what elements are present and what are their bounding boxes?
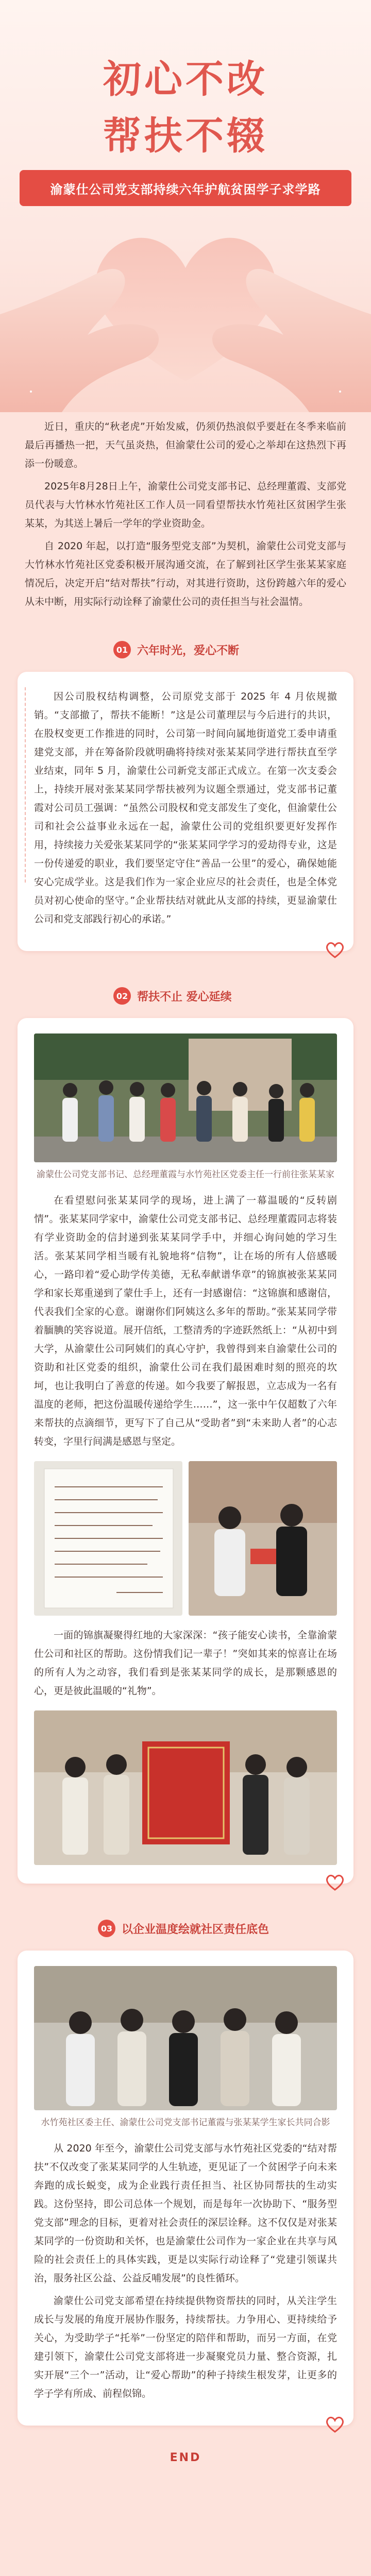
photo-banner-presentation bbox=[34, 1710, 337, 1865]
intro bbox=[0, 412, 371, 631]
end-marker bbox=[0, 2426, 371, 2488]
section-paragraph: 渝蒙仕公司党支部希望在持续提供物资帮扶的同时，从关注学生成长与发展的角度开展协作服务，持续帮扶。力争用心、更持续给予关心，为受助学子“托举”一份坚定的陪伴和帮助，而另一方面，在党建引领下，渝蒙仕公司党支部将进一步凝聚党员力量、整合资源，扎实开展“三个一”活动，让“爱心帮助”的种子持续生根发芽，让更多的学子学有所成、前程似锦。 bbox=[34, 2295, 337, 2399]
photo-caption: 渝蒙仕公司党支部书记、总经理董霞与水竹苑社区党委主任一行前往张某某家 bbox=[37, 1170, 334, 1180]
hero bbox=[0, 0, 371, 412]
end-label: END bbox=[170, 2451, 201, 2464]
section-heading-1 bbox=[113, 641, 371, 658]
section-title: 六年时光，爱心不断 bbox=[137, 644, 240, 657]
section-card-3 bbox=[18, 1951, 353, 2426]
intro-paragraph: 2025年8月28日上午，渝蒙仕公司党支部书记、总经理董霞、支部党员代表与大竹林水竹苑社区工作人员一同看望帮扶水竹苑社区贫困学生张某某，为其送上暑后一学年的学业资助金。 bbox=[25, 481, 346, 529]
section-heading-3 bbox=[98, 1920, 371, 1937]
hero-banner: 渝蒙仕公司党支部持续六年护航贫困学子求学路 bbox=[20, 170, 351, 206]
section-title: 以企业温度绘就社区责任底色 bbox=[122, 1923, 269, 1936]
section-card-1 bbox=[18, 672, 353, 951]
heart-icon bbox=[326, 2416, 344, 2433]
photo-visit-group bbox=[34, 1033, 337, 1162]
intro-paragraph: 近日，重庆的“秋老虎”开始发威，仍须仍热浪似乎要赶在冬季来临前最后再播热一把，天气虽炎热，但渝蒙仕公司的爱心之举却在这热烈下再添一份暖意。 bbox=[25, 421, 346, 469]
section-card-2 bbox=[18, 1018, 353, 1884]
section-paragraph: 在看望慰问张某某同学的现场，进上满了一幕温暖的“反转剧情”。张某某同学家中，渝蒙仕公司党支部书记、总经理董霞同志将装有学业资助金的信封递到张某某同学手中，并细心询问她的学习生活。张某某同学相当暖有礼貌地将“信物”，让在场的所有人倍感暖心，一路印着“爱心助学传美德，无私奉献谱华章”的锦旗被张某某同学和家长郑重递到了蒙仕手上，还有一封感谢信：“这锦旗和感谢信，代表我们全家的心意。谢谢你们阿姨这么多年的帮助。”张某某同学带着腼腆的笑容说道。展开信纸，工整清秀的字迹跃然纸上：“从初中到大学，从渝蒙仕公司阿姨们的真心守护，我曾得到来自渝蒙仕公司的资助和社区党委的组织，渝蒙仕公司在我们最困难时刻的照亮的坎坷，也让我明白了善意的传递。如今我要了解报恩，立志成为一名有温度的老师，把这份温暖传递给学生……”，这一张中午仅超数了六年来帮扶的点滴细节，更写下了自己从“受助者”到“未来助人者”的心志转变，字里行间满是感恩与坚定。 bbox=[34, 1195, 337, 1447]
heart-icon bbox=[326, 1874, 344, 1891]
section-number: 03 bbox=[98, 1920, 115, 1937]
intro-paragraph: 自 2020 年起，以打造“服务型党支部”为契机，渝蒙仕公司党支部与大竹林水竹苑社区党委积极开展沟通交流，在了解到社区学生张某某家庭情况后，决定开启“结对帮扶”行动，对其进行资助，这份跨越六年的爱心从未中断，用实际行动诠释了渝蒙仕公司的责任担当与社会温情。 bbox=[25, 540, 346, 607]
section-number: 02 bbox=[113, 987, 131, 1005]
photo-caption: 水竹苑社区委主任、渝蒙仕公司党支部书记董霞与张某某学生家长共同合影 bbox=[41, 2117, 330, 2128]
photo-thank-you-letter bbox=[34, 1461, 182, 1616]
section-paragraph: 一面的锦旗凝聚得红地的大家深深：“孩子能安心读书，全靠渝蒙仕公司和社区的帮助。这份情我们记一辈子！”突如其来的惊喜让在场的所有人为之动容，我们看到是张某某同学的成长，是那颗感恩的心，更是彼此温暖的“礼物”。 bbox=[34, 1630, 337, 1697]
photo-group-portrait bbox=[34, 1966, 337, 2110]
section-paragraph: 因公司股权结构调整，公司原党支部于 2025 年 4 月依规撤销。“支部撤了，帮扶不能断！”这是公司董理层与今后进行的共识，在股权变更工作推进的同时，公司第一时间向属地街道党工委申请重建党支部，并在筹备阶段就明确将持续对张某某同学进行帮扶直至学业结束，同年 5 月，渝蒙仕公司新党支部正式成立。在第一次支委会上，持续开展对张某某同学帮扶被列为议题全票通过，党支部书记董霞对公司员工强调：“虽然公司股权和党支部发生了变化，但渝蒙仕公司和社会公益事业永远在一起，渝蒙仕公司的党组织要更好发挥作用，持续接力关爱张某某同学的“张某某同学学习的爱劫得专业，这是一份传递爱的职业，我们要坚定守住“善品一公里”的爱心，确保她能安心完成学业。这是我们作为一家企业应尽的社会责任，也是全体党员对初心使命的坚守。”企业帮扶结对就此从支部的持续，更显渝蒙仕公司和党支部践行初心的承诺。” bbox=[34, 691, 337, 925]
photo-row bbox=[34, 1461, 337, 1616]
dashed-divider bbox=[25, 687, 32, 883]
section-heading-2 bbox=[113, 987, 371, 1005]
photo-presenting-funds bbox=[189, 1461, 337, 1616]
hands-heart-illustration bbox=[0, 196, 371, 412]
section-title: 帮扶不止 爱心延续 bbox=[137, 990, 232, 1004]
heart-icon bbox=[326, 942, 344, 958]
section-paragraph: 从 2020 年至今，渝蒙仕公司党支部与水竹苑社区党委的“结对帮扶”不仅改变了张某某同学的人生轨迹，更见证了一个贫困学子向未来奔跑的成长蜕变，成为企业践行责任担当、社区协同帮扶的生动实践。这份坚持，即公司总体一个规划，而是每年一次协助下、“服务型党支部”理念的目标，更着对社会责任的深层诠释。这不仅仅是对张某某同学的一份资助和关怀，也是渝蒙仕公司作为一家企业在共享与风险的社会责任上的具体实践，更是以实际行动诠释了“党建引领谋共治，服务社区公益、公益反哺发展”的良性循环。 bbox=[34, 2143, 337, 2284]
section-number: 01 bbox=[113, 641, 131, 658]
hero-title-line1: 初心不改 bbox=[103, 57, 268, 101]
hero-title-line2: 帮扶不辍 bbox=[103, 114, 268, 158]
